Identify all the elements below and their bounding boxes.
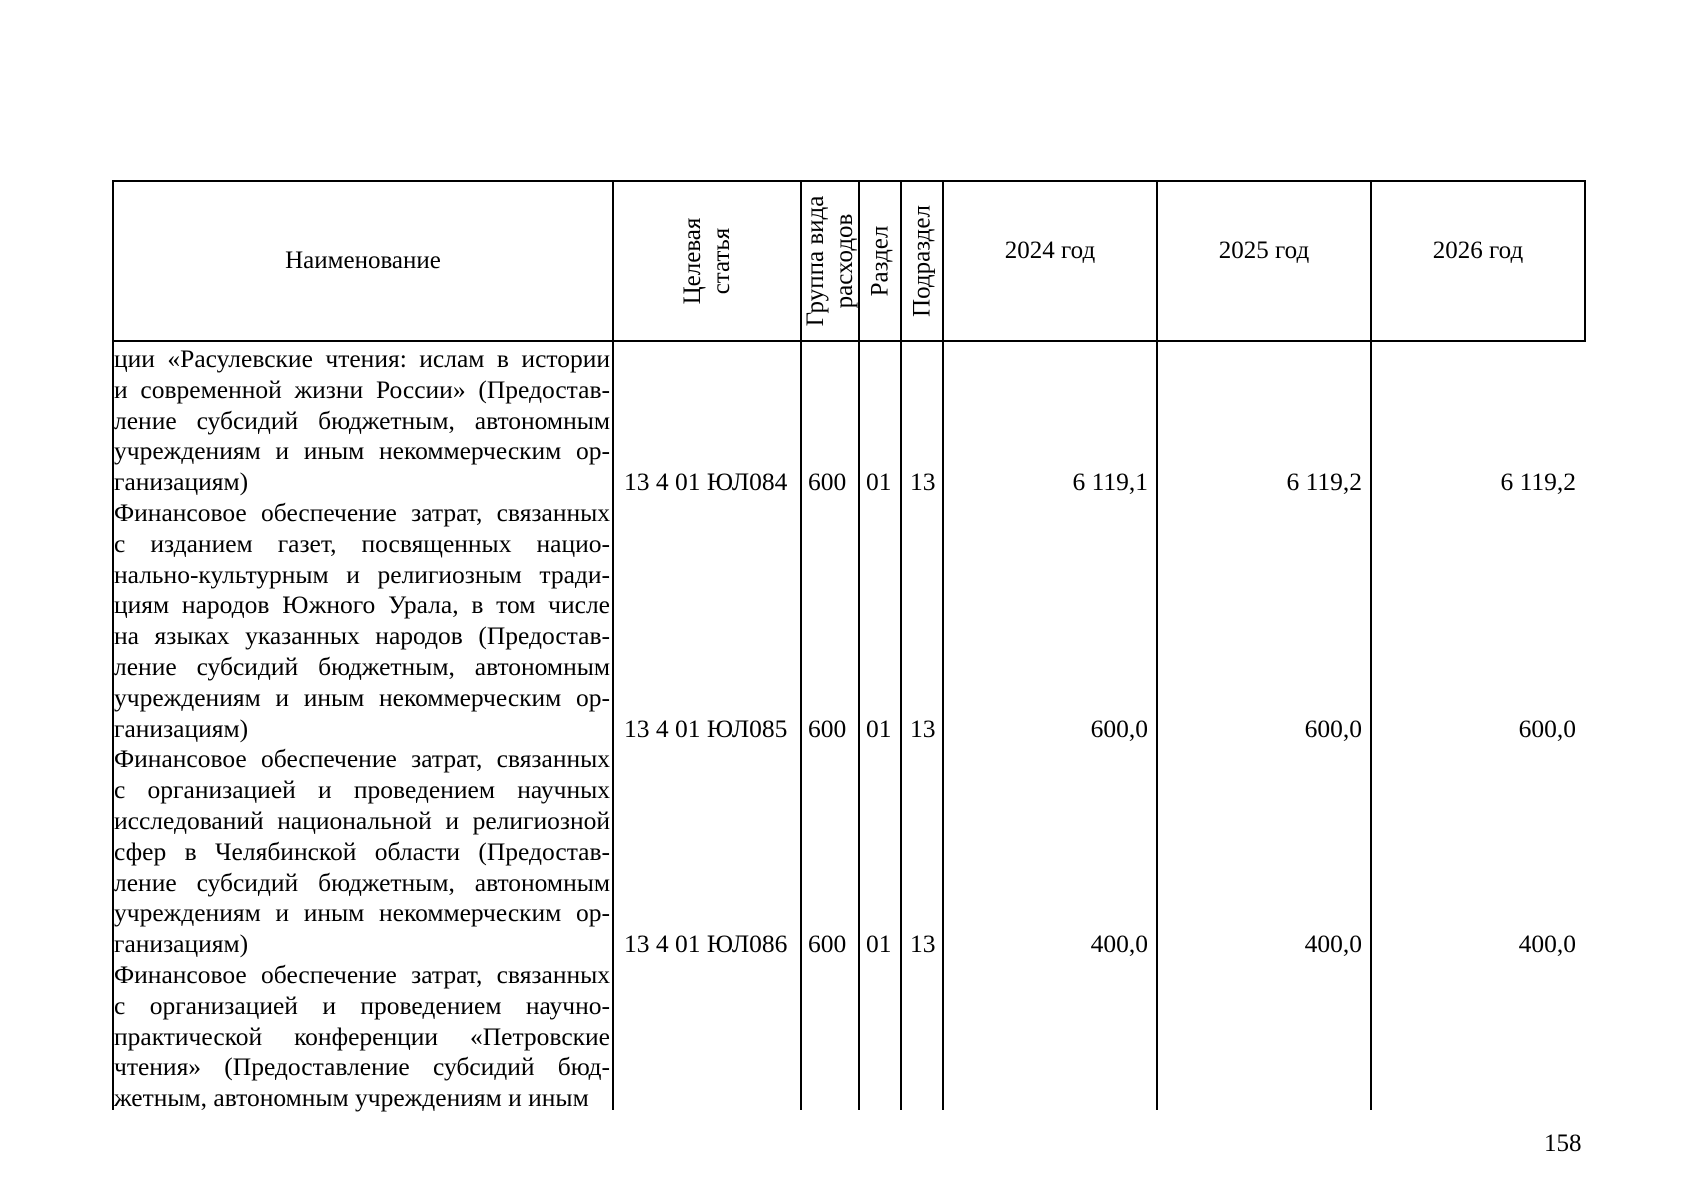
name-line: чтения» (Предоставление субсидий бюд- [114,1052,610,1082]
table-cell-y2025: 600,0 [1304,713,1362,743]
name-line: Финансовое обеспечение затрат, связанных [114,497,610,527]
table-cell-y2024: 600,0 [1090,713,1148,743]
name-line: ление субсидий бюджетным, автономным [114,651,610,681]
name-line: сфер в Челябинской области (Предостав- [114,836,610,866]
name-line: Финансовое обеспечение затрат, связанных [114,959,610,989]
name-line: практической конференции «Петровские [114,1021,610,1051]
name-line: с изданием газет, посвященных нацио- [114,528,610,558]
name-line: с организацией и проведением научно- [114,990,610,1020]
table-cell-code: 13 4 01 ЮЛ086 [624,929,788,959]
table-header-bottom-border [112,340,1586,342]
table-cell-subsection: 13 [910,929,936,959]
table-cell-y2026: 600,0 [1518,713,1576,743]
table-cell-group: 600 [808,467,847,497]
table-cell-y2026: 400,0 [1518,929,1576,959]
table-cell-section: 01 [866,713,892,743]
name-line: ление субсидий бюджетным, автономным [114,405,610,435]
name-line: ление субсидий бюджетным, автономным [114,867,610,897]
header-year-2025: 2025 год [1218,237,1310,264]
table-cell-section: 01 [866,467,892,497]
table-cell-y2025: 6 119,2 [1286,467,1362,497]
header-year-2026: 2026 год [1432,237,1524,264]
name-line: с организацией и проведением научных [114,775,610,805]
header-target-article-line1: Целевая [679,217,706,305]
name-column-text [114,344,610,1114]
name-line: нально-культурным и религиозным тради- [114,559,610,589]
table-cell-subsection: 13 [910,713,936,743]
name-line: и современной жизни России» (Предостав- [114,374,610,404]
table-cell-y2024: 400,0 [1090,929,1148,959]
table-cell-group: 600 [808,929,847,959]
header-name: Наименование [285,247,441,274]
header-section-label: Раздел [866,225,894,297]
table-cell-code: 13 4 01 ЮЛ084 [624,467,788,497]
name-line: на языках указанных народов (Предостав- [114,621,610,651]
name-line: жетным, автономным учреждениям и иным [114,1083,589,1113]
name-line: учреждениям и иным некоммерческим ор- [114,436,610,466]
table-cell-y2025: 400,0 [1304,929,1362,959]
name-line: ганизациям) [114,713,249,743]
name-line: Финансовое обеспечение затрат, связанных [114,744,610,774]
name-line: ганизациям) [114,929,249,959]
table-cell-y2026: 6 119,2 [1500,467,1576,497]
page-number: 158 [1544,1130,1582,1157]
header-year-2024: 2024 год [1004,237,1096,264]
table-cell-code: 13 4 01 ЮЛ085 [624,713,788,743]
name-line: ганизациям) [114,467,249,497]
table-cell-subsection: 13 [910,467,936,497]
header-expense-group [802,182,858,340]
header-target-article [614,182,800,340]
name-line: учреждениям и иным некоммерческим ор- [114,682,610,712]
table-cell-group: 600 [808,713,847,743]
table-cell-section: 01 [866,929,892,959]
name-line: ции «Расулевские чтения: ислам в истории [114,344,610,373]
name-line: учреждениям и иным некоммерческим ор- [114,898,610,928]
header-section [860,182,900,340]
header-expense-group-line2: расходов [831,213,858,309]
header-target-article-line2: статья [708,227,735,295]
table-cell-y2024: 6 119,1 [1072,467,1148,497]
header-subsection [902,182,942,340]
name-line: исследований национальной и религиозной [114,805,610,835]
header-expense-group-line1: Группа вида [802,195,829,327]
header-subsection-label: Подраздел [908,205,936,317]
table-right-border [1584,180,1586,342]
name-line: циям народов Южного Урала, в том числе [114,590,610,620]
